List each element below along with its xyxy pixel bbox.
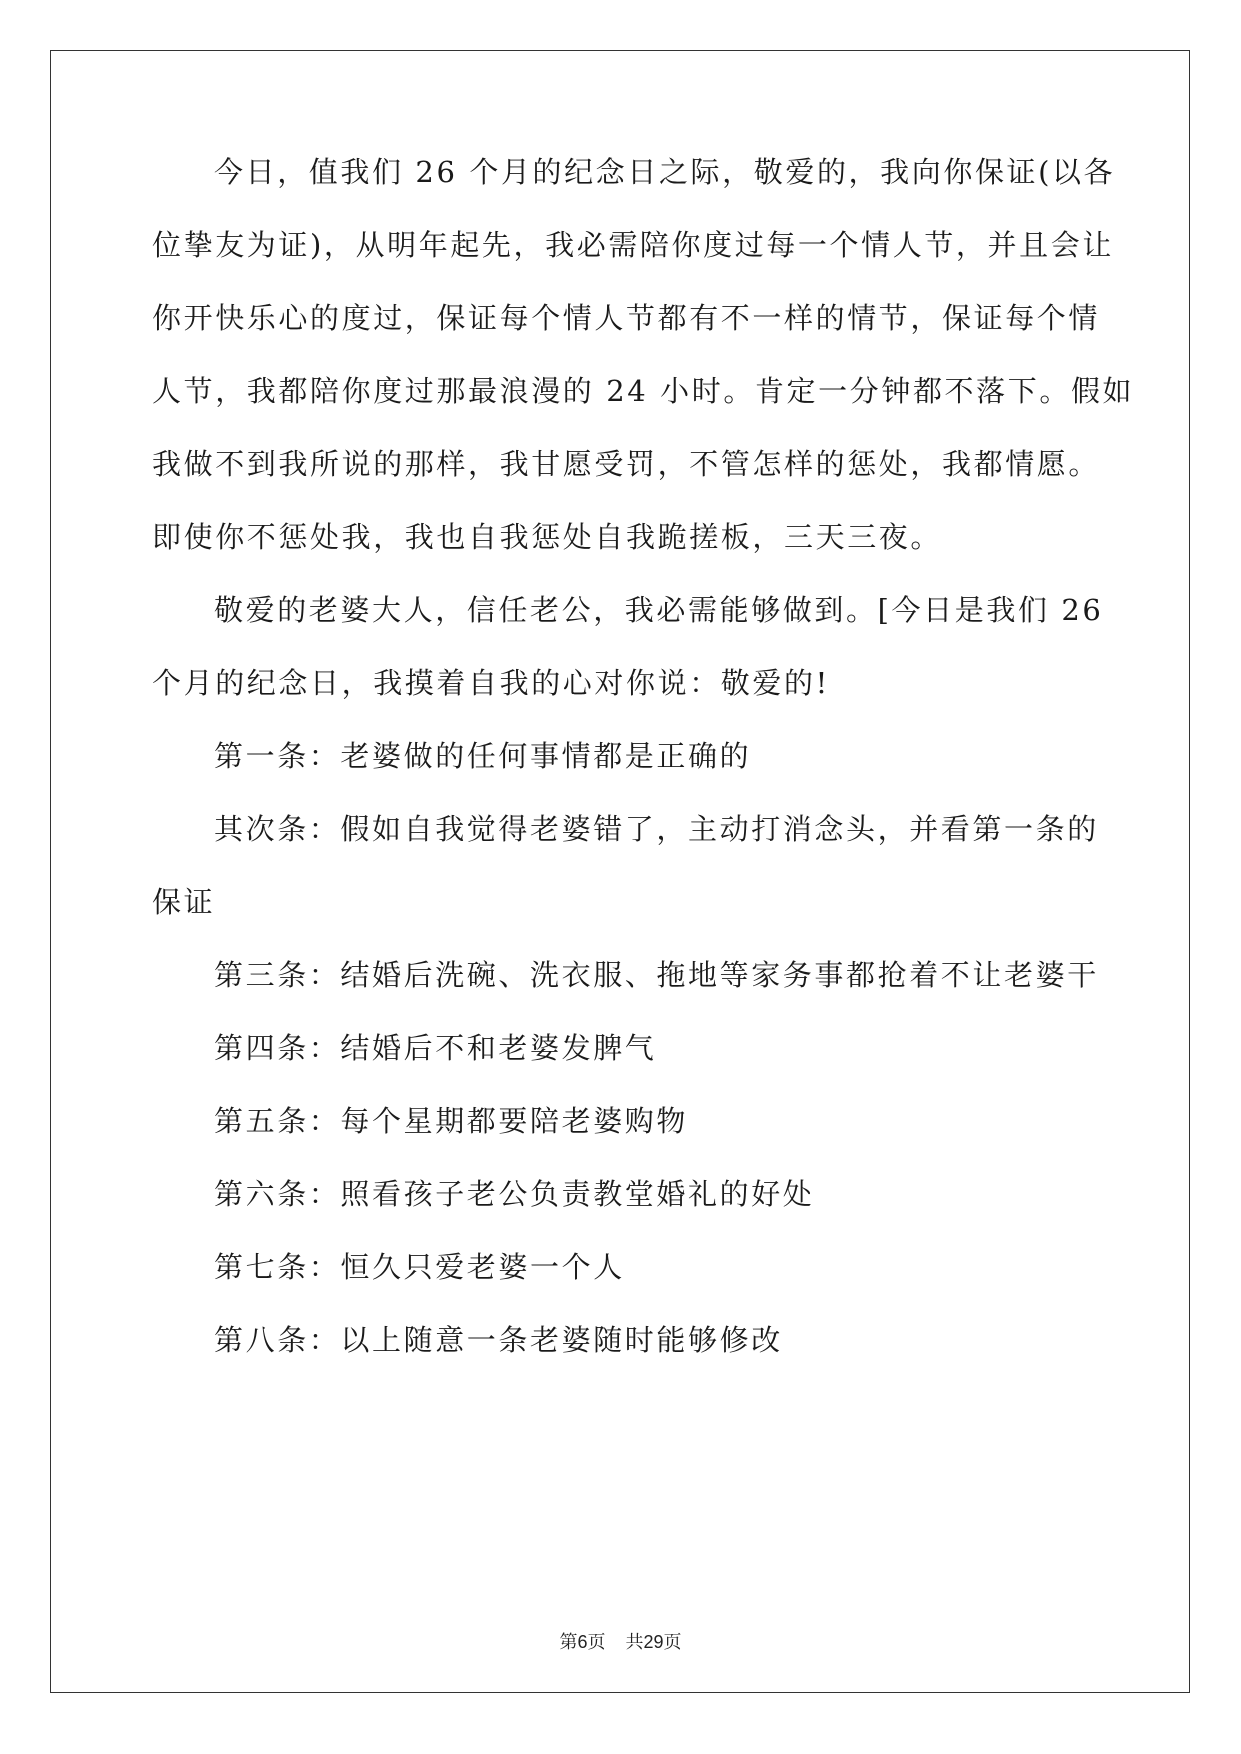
paragraph-line: 今日，值我们 26 个月的纪念日之际，敬爱的，我向你保证(以各: [214, 155, 1116, 189]
paragraph-line: 你开快乐心的度过，保证每个情人节都有不一样的情节，保证每个情: [152, 301, 1101, 335]
paragraph-line: 个月的纪念日，我摸着自我的心对你说：敬爱的!: [152, 666, 830, 700]
list-item: 第七条：恒久只爱老婆一个人: [214, 1250, 625, 1284]
paragraph-line: 敬爱的老婆大人，信任老公，我必需能够做到。[今日是我们 26: [214, 593, 1104, 627]
page-border: [50, 50, 1190, 1693]
page-footer: [0, 1628, 1241, 1654]
total-prefix: 共: [625, 1632, 644, 1653]
page-number: 6: [577, 1632, 588, 1652]
page-suffix: 页: [587, 1632, 606, 1653]
list-item: 第一条：老婆做的任何事情都是正确的: [214, 739, 752, 773]
list-item: 保证: [152, 885, 216, 919]
paragraph-line: 即使你不惩处我，我也自我惩处自我跪搓板，三天三夜。: [152, 520, 943, 554]
total-pages: 29: [643, 1632, 664, 1652]
list-item: 第四条：结婚后不和老婆发脾气: [214, 1031, 657, 1065]
total-suffix: 页: [663, 1632, 682, 1653]
paragraph-line: 位挚友为证)，从明年起先，我必需陪你度过每一个情人节，并且会让: [152, 228, 1114, 262]
list-item: 第五条：每个星期都要陪老婆购物: [214, 1104, 689, 1138]
list-item: 其次条：假如自我觉得老婆错了，主动打消念头，并看第一条的: [214, 812, 1099, 846]
list-item: 第八条：以上随意一条老婆随时能够修改: [214, 1323, 783, 1357]
page-prefix: 第: [559, 1632, 578, 1653]
paragraph-line: 我做不到我所说的那样，我甘愿受罚，不管怎样的惩处，我都情愿。: [152, 447, 1101, 481]
list-item: 第三条：结婚后洗碗、洗衣服、拖地等家务事都抢着不让老婆干: [214, 958, 1099, 992]
paragraph-line: 人节，我都陪你度过那最浪漫的 24 小时。肯定一分钟都不落下。假如: [152, 374, 1135, 408]
list-item: 第六条：照看孩子老公负责教堂婚礼的好处: [214, 1177, 815, 1211]
